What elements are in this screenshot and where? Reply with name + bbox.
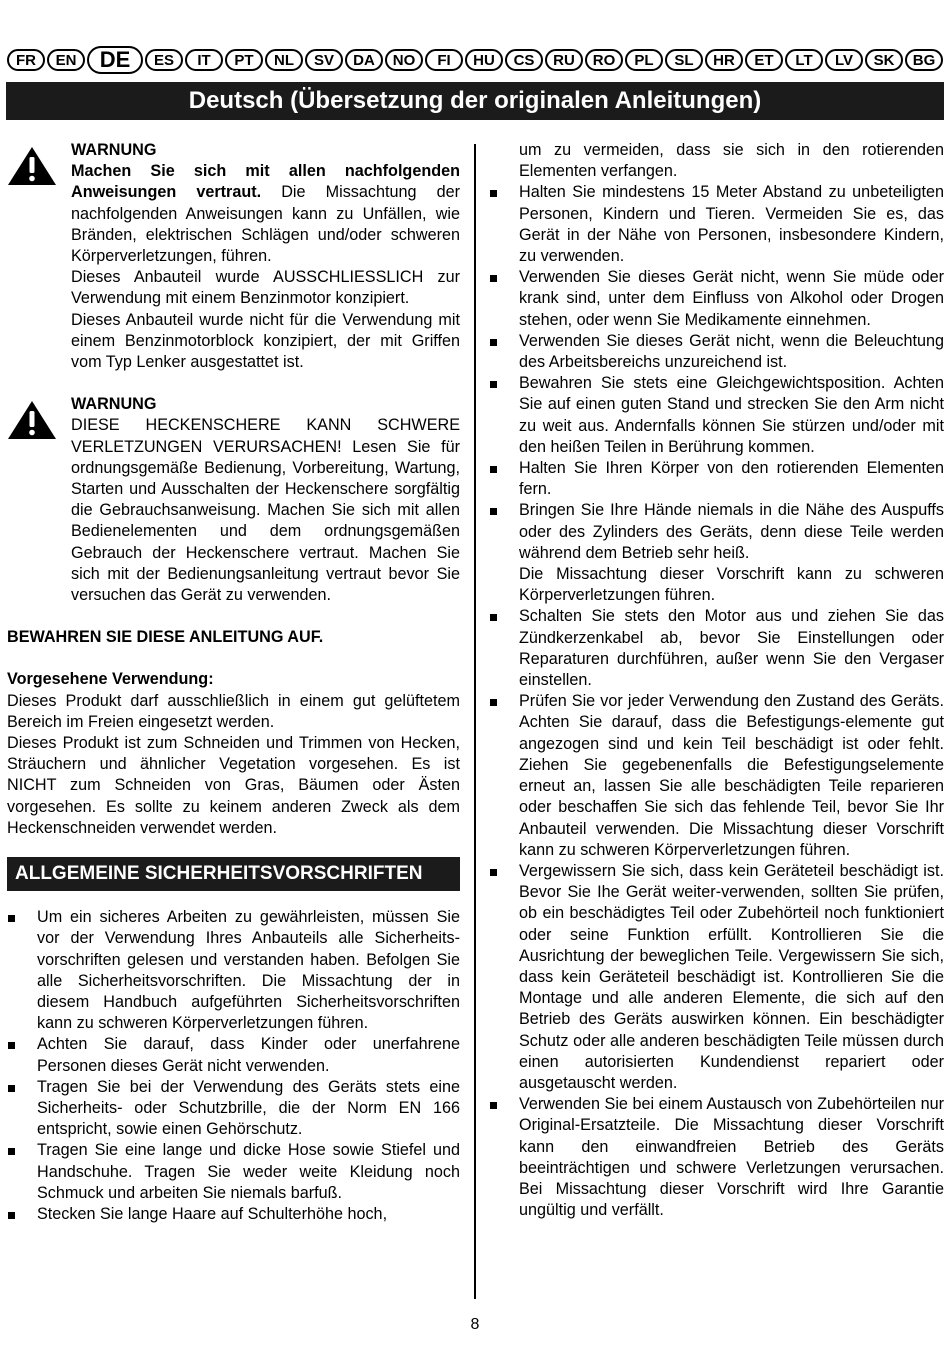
list-item [489, 500, 944, 606]
lang-tab-da[interactable]: DA [345, 49, 383, 71]
right-column [489, 140, 944, 1221]
safety-list-left [7, 907, 460, 1225]
list-item: Stecken Sie lange Haare auf Schulterhöhe hoch, [7, 1204, 460, 1225]
lang-tab-pt[interactable]: PT [225, 49, 263, 71]
lang-tab-ru[interactable]: RU [545, 49, 583, 71]
language-tabs [7, 47, 943, 73]
lang-tab-ro[interactable]: RO [585, 49, 623, 71]
warning-icon [7, 400, 57, 440]
intended-use-text-2: Dieses Produkt ist zum Schneiden und Trimmen von Hecken, Sträuchern und ähnlicher Vegetation vorgesehen. Es ist NICHT zum Schneiden von Gras, Bäumen oder Ästen vorgesehen. Es sollte zu keinem anderen Zweck als dem Heckenschneiden verwendet werden. [7, 734, 460, 837]
lang-tab-cs[interactable]: CS [505, 49, 543, 71]
list-item-extra: Die Missachtung dieser Vorschrift kann zu schweren Körperverletzungen führen. [519, 565, 944, 605]
list-item: Bewahren Sie stets eine Gleichgewichtsposition. Achten Sie auf einen guten Stand und strecken Sie den Arm nicht zu weit aus. Andernfalls können Sie stürzen und/oder mit den heißen Teilen in Berührung kommen. [489, 373, 944, 458]
list-item: Schalten Sie stets den Motor aus und ziehen Sie das Zündkerzenkabel ab, bevor Sie Einstellungen oder Reparaturen durchführen, außer wenn Sie den Vergaser einstellen. [489, 606, 944, 691]
warning-text: DIESE HECKENSCHERE KANN SCHWERE VERLETZUNGEN VERURSACHEN! Lesen Sie für ordnungsgemäße Bedienung, Vorbereitung, Wartung, Starten und Ausschalten der Heckenschere sorgfältig die Gebrauchsanweisung. Machen Sie sich mit allen Bedienelementen und dem ordnungsgemäßen Gebrauch der Heckenschere vertraut. Machen Sie sich mit der Bedienungsanleitung vertraut bevor Sie versuchen das Gerät zu verwenden. [71, 416, 460, 605]
warning-title: WARNUNG [71, 141, 157, 159]
list-item: Verwenden Sie dieses Gerät nicht, wenn die Beleuchtung des Arbeitsbereichs unzureichend ist. [489, 331, 944, 373]
warning-block-2 [7, 394, 460, 606]
list-item: Um ein sicheres Arbeiten zu gewährleisten, müssen Sie vor der Verwendung Ihres Anbauteils alle Sicherheits-vorschriften gelesen und verstanden haben. Befolgen Sie alle Sicherheitsvorschriften. Die Missachtung der in diesem Handbuch aufgeführten Sicherheitsvorschriften kann zu schweren Körperverletzungen führen. [7, 907, 460, 1034]
lang-tab-it[interactable]: IT [185, 49, 223, 71]
lang-tab-de[interactable]: DE [87, 46, 143, 74]
lang-tab-hu[interactable]: HU [465, 49, 503, 71]
warning-lead: Machen Sie sich mit allen nachfolgenden Anweisungen vertraut. [71, 162, 460, 202]
lang-tab-sl[interactable]: SL [665, 49, 703, 71]
lang-tab-es[interactable]: ES [145, 49, 183, 71]
lang-tab-nl[interactable]: NL [265, 49, 303, 71]
warning-block-1 [7, 140, 460, 373]
intended-use-text-1: Dieses Produkt darf ausschließlich in einem gut gelüftetem Bereich im Freien eingesetzt werden. [7, 691, 460, 731]
list-item: Prüfen Sie vor jeder Verwendung den Zustand des Geräts. Achten Sie darauf, dass die Befestigungs-elemente gut angezogen sind und kein Teil beschädigt ist oder fehlt. Ziehen Sie gegebenenfalls die Befestigungselemente erneut an, lassen Sie alle beschädigten Teile reparieren oder beschaffen Sie sich das fehlende Teil, bevor Sie Ihr Anbauteil verwenden. Die Missachtung dieser Vorschrift kann zu schweren Körperverletzungen führen. [489, 691, 944, 861]
lang-tab-bg[interactable]: BG [905, 49, 943, 71]
intended-use-heading: Vorgesehene Verwendung: [7, 670, 214, 689]
list-item: Tragen Sie eine lange und dicke Hose sowie Stiefel und Handschuhe. Tragen Sie weder weite Kleidung noch Schmuck und arbeiten Sie niemals barfuß. [7, 1140, 460, 1204]
left-column [7, 140, 460, 1225]
lang-tab-fi[interactable]: FI [425, 49, 463, 71]
lang-tab-no[interactable]: NO [385, 49, 423, 71]
lang-tab-lt[interactable]: LT [785, 49, 823, 71]
list-item: Verwenden Sie bei einem Austausch von Zubehörteilen nur Original-Ersatzteile. Die Missachtung dieser Vorschrift kann den einwandfreien Betrieb des Geräts beeinträchtigen und schwere Verletzungen verursachen. Bei Missachtung dieser Vorschrift wird Ihre Garantie ungültig und verfällt. [489, 1094, 944, 1221]
keep-manual-notice: BEWAHREN SIE DIESE ANLEITUNG AUF. [7, 628, 324, 647]
lang-tab-et[interactable]: ET [745, 49, 783, 71]
warning-title: WARNUNG [71, 395, 157, 414]
list-item-text: Bringen Sie Ihre Hände niemals in die Nähe des Auspuffs oder des Zylinders des Geräts, denn diese Teile werden während dem Betrieb sehr heiß. [519, 501, 944, 562]
lang-tab-lv[interactable]: LV [825, 49, 863, 71]
continued-text: um zu vermeiden, dass sie sich in den rotierenden Elementen verfangen. [519, 141, 944, 181]
lang-tab-fr[interactable]: FR [7, 49, 45, 71]
list-item: Achten Sie darauf, dass Kinder oder unerfahrene Personen dieses Gerät nicht verwenden. [7, 1034, 460, 1076]
warning-text-2: Dieses Anbauteil wurde AUSSCHLIESSLICH zur Verwendung mit einem Benzinmotor konzipiert. [71, 268, 460, 308]
safety-section-heading: ALLGEMEINE SICHERHEITSVORSCHRIFTEN [7, 857, 460, 891]
list-item: Verwenden Sie dieses Gerät nicht, wenn Sie müde oder krank sind, unter dem Einfluss von Alkohol oder Drogen stehen, oder wenn Sie Medikamente einnehmen. [489, 267, 944, 331]
page-title: Deutsch (Übersetzung der originalen Anleitungen) [6, 82, 944, 120]
lang-tab-pl[interactable]: PL [625, 49, 663, 71]
warning-body: Die Missachtung der nachfolgenden Anweisungen kann zu Unfällen, wie Bränden, elektrischen Schlägen und/oder schweren Körperverletzungen, führen. [71, 183, 460, 266]
page-number: 8 [470, 1316, 480, 1333]
warning-text-3: Dieses Anbauteil wurde nicht für die Verwendung mit einem Benzinmotorblock konzipiert, der mit Griffen vom Typ Lenker ausgestattet ist. [71, 310, 460, 372]
lang-tab-sk[interactable]: SK [865, 49, 903, 71]
lang-tab-hr[interactable]: HR [705, 49, 743, 71]
warning-icon [7, 146, 57, 186]
lang-tab-sv[interactable]: SV [305, 49, 343, 71]
list-item: Halten Sie mindestens 15 Meter Abstand zu unbeteiligten Personen, Kindern und Tieren. Vermeiden Sie es, das Gerät in der Nähe von Personen, insbesondere Kindern, zu verwenden. [489, 182, 944, 267]
list-item: Tragen Sie bei der Verwendung des Geräts stets eine Sicherheits- oder Schutzbrille, die der Norm EN 166 entspricht, sowie einen Gehörschutz. [7, 1077, 460, 1141]
list-item: Vergewissern Sie sich, dass kein Geräteteil beschädigt ist. Bevor Sie Ihe Gerät weiter-verwenden, sollten Sie prüfen, ob ein beschädigtes Teil oder Zubehörteil noch funktioniert oder seine Funktion erfüllt. Kontrollieren Sie die Ausrichtung der beweglichen Teile. Vergewissern Sie sich, dass kein Geräteteil beschädigt ist. Kontrollieren Sie die Montage und alle anderen Elemente, die sich auf den Betrieb des Geräts auswirken können. Ein beschädigter Schutz oder alle anderen beschädigten Teile müssen durch einen autorisierten Kundendienst repariert oder ausgetauscht werden. [489, 861, 944, 1094]
column-divider [474, 144, 476, 1299]
lang-tab-en[interactable]: EN [47, 49, 85, 71]
warning-text [71, 161, 460, 267]
safety-list-right [489, 182, 944, 1221]
list-item: Halten Sie Ihren Körper von den rotierenden Elementen fern. [489, 458, 944, 500]
